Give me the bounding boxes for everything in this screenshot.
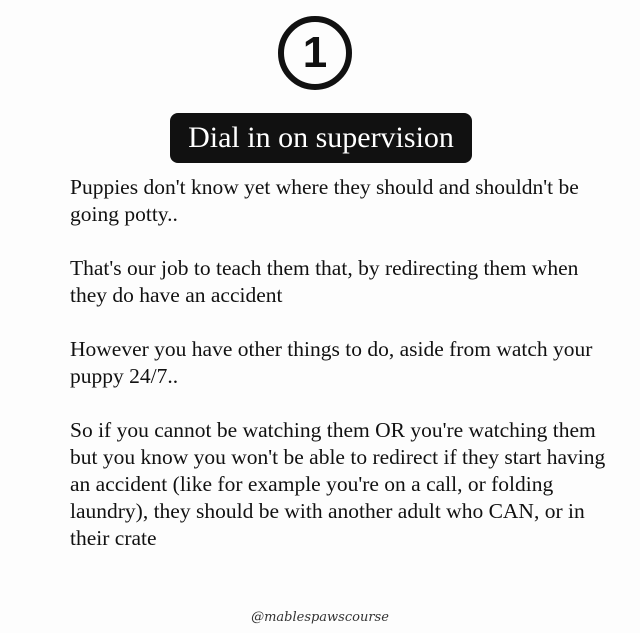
page-title: Dial in on supervision (188, 121, 454, 154)
paragraph-3: However you have other things to do, aside from watch your puppy 24/7.. (70, 337, 593, 388)
step-number-badge (278, 16, 352, 90)
paragraph-4: So if you cannot be watching them OR you're watching them but you know you won't be able to redirect if they start having an accident (like for example you're on a call, or folding laundry), they should be with another adult who CAN, or in their crate (70, 418, 606, 550)
step-number: 1 (302, 28, 328, 77)
title-banner (170, 113, 472, 163)
account-handle: @mablespawscourse (251, 610, 389, 625)
paragraph-2: That's our job to teach them that, by redirecting them when they do have an accident (70, 256, 579, 307)
body-text (70, 174, 610, 579)
paragraph-1: Puppies don't know yet where they should and shouldn't be going potty.. (70, 175, 579, 226)
